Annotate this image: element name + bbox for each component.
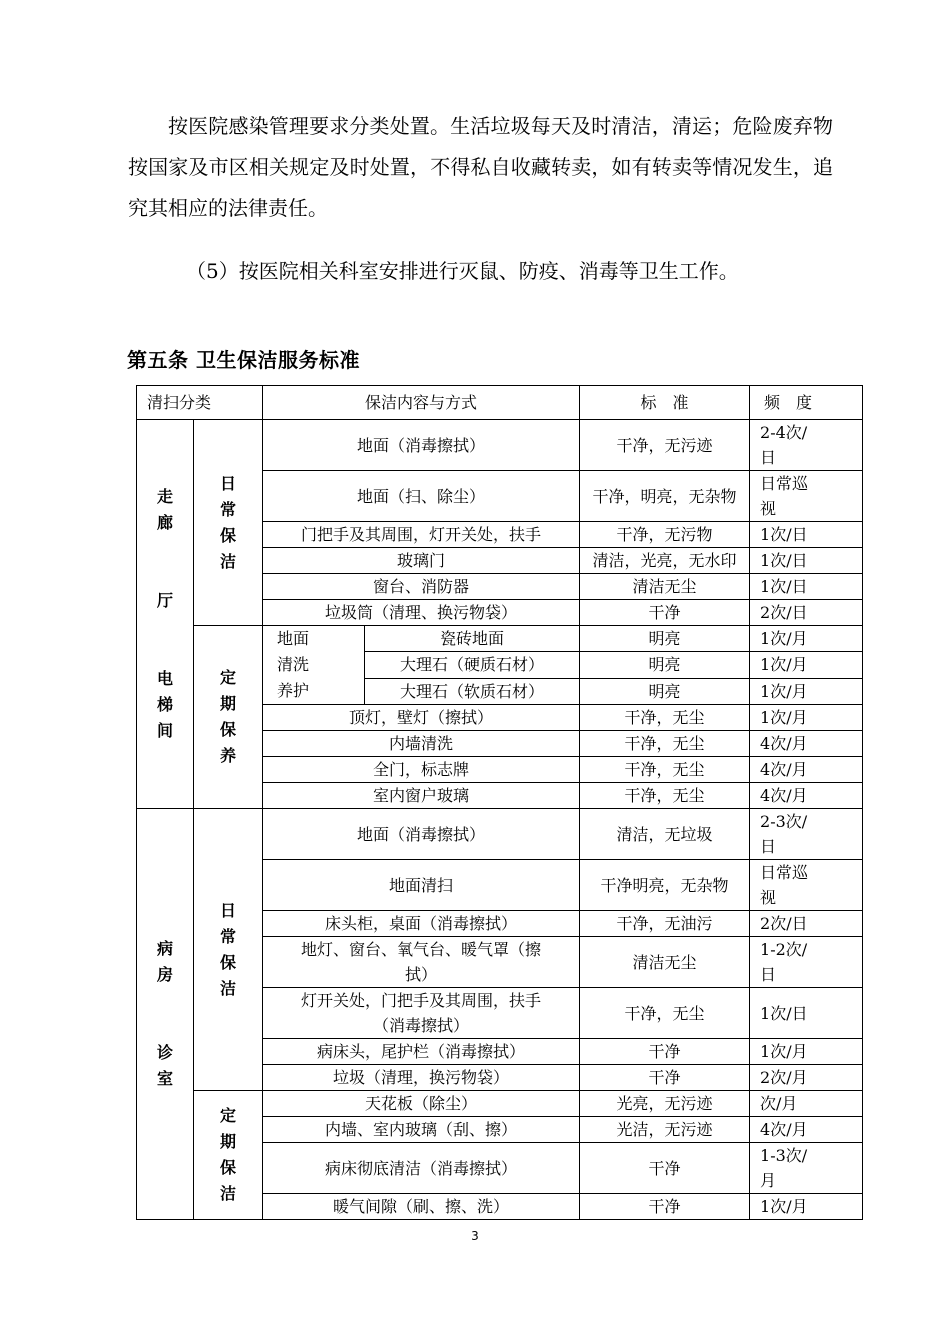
cell-content: 大理石（软质石材） xyxy=(365,678,580,704)
cell-frequency: 1次/月 xyxy=(750,1194,863,1220)
cell-standard: 干净，无尘 xyxy=(580,988,750,1039)
cell-standard: 干净，无尘 xyxy=(580,757,750,783)
cell-content: 内墙清洗 xyxy=(263,731,580,757)
cell-standard: 干净 xyxy=(580,1143,750,1194)
cell-standard: 干净，无尘 xyxy=(580,705,750,731)
cell-content: 垃圾（清理，换污物袋） xyxy=(263,1065,580,1091)
cell-frequency: 2次/日 xyxy=(750,911,863,937)
cell-frequency: 4次/月 xyxy=(750,1117,863,1143)
cell-content: 窗台、消防器 xyxy=(263,574,580,600)
cell-frequency: 1-3次/ 月 xyxy=(750,1143,863,1194)
cell-content: 病床彻底清洁（消毒擦拭） xyxy=(263,1143,580,1194)
section-title: 第五条 卫生保洁服务标准 xyxy=(127,348,360,372)
cell-standard: 光亮，无污迹 xyxy=(580,1091,750,1117)
header-frequency: 频 度 xyxy=(750,386,863,420)
cell-content: 床头柜，桌面（消毒擦拭） xyxy=(263,911,580,937)
cell-standard: 明亮 xyxy=(580,678,750,704)
cell-standard: 干净，明亮，无杂物 xyxy=(580,471,750,522)
cell-content: 地灯、窗台、氧气台、暖气罩（擦 拭） xyxy=(263,937,580,988)
cell-content: 瓷砖地面 xyxy=(365,626,580,652)
table-row xyxy=(137,1091,863,1117)
cell-frequency: 2-4次/ 日 xyxy=(750,420,863,471)
header-content: 保洁内容与方式 xyxy=(263,386,580,420)
cell-standard: 干净，无尘 xyxy=(580,731,750,757)
cell-frequency: 次/月 xyxy=(750,1091,863,1117)
cell-frequency: 2次/月 xyxy=(750,1065,863,1091)
cell-standard: 明亮 xyxy=(580,626,750,652)
table-row xyxy=(137,809,863,860)
cell-content: 地面（消毒擦拭） xyxy=(263,420,580,471)
cell-frequency: 1次/月 xyxy=(750,652,863,678)
cell-content: 门把手及其周围，灯开关处，扶手 xyxy=(263,522,580,548)
cell-standard: 干净，无污物 xyxy=(580,522,750,548)
cell-content: 室内窗户玻璃 xyxy=(263,783,580,809)
cell-content: 灯开关处，门把手及其周围，扶手 （消毒擦拭） xyxy=(263,988,580,1039)
header-standard: 标 准 xyxy=(580,386,750,420)
cell-standard: 光洁，无污迹 xyxy=(580,1117,750,1143)
table-row xyxy=(137,420,863,471)
cell-standard: 干净，无尘 xyxy=(580,783,750,809)
group-floor-care: 地面 清洗 养护 xyxy=(263,626,365,705)
header-category: 清扫分类 xyxy=(137,386,263,420)
cell-frequency: 2次/日 xyxy=(750,600,863,626)
cell-content: 顶灯，壁灯（擦拭） xyxy=(263,705,580,731)
group-regular-maintenance: 定 期 保 养 xyxy=(194,626,263,809)
cell-standard: 清洁，光亮，无水印 xyxy=(580,548,750,574)
cell-content: 地面（扫、除尘） xyxy=(263,471,580,522)
cell-frequency: 1次/日 xyxy=(750,988,863,1039)
cell-standard: 干净明亮，无杂物 xyxy=(580,860,750,911)
cell-frequency: 1次/日 xyxy=(750,574,863,600)
cell-content: 天花板（除尘） xyxy=(263,1091,580,1117)
group-daily-cleaning: 日 常 保 洁 xyxy=(194,420,263,626)
cleaning-standards-table xyxy=(136,385,863,1220)
cell-standard: 清洁，无垃圾 xyxy=(580,809,750,860)
cell-frequency: 1次/月 xyxy=(750,705,863,731)
cell-content: 大理石（硬质石材） xyxy=(365,652,580,678)
cell-standard: 清洁无尘 xyxy=(580,937,750,988)
cell-content: 地面清扫 xyxy=(263,860,580,911)
cell-standard: 干净 xyxy=(580,600,750,626)
cell-content: 地面（消毒擦拭） xyxy=(263,809,580,860)
cell-content: 内墙、室内玻璃（刮、擦） xyxy=(263,1117,580,1143)
cell-standard: 干净，无油污 xyxy=(580,911,750,937)
group-daily-cleaning: 日 常 保 洁 xyxy=(194,809,263,1091)
cell-standard: 干净 xyxy=(580,1039,750,1065)
cell-frequency: 1次/月 xyxy=(750,1039,863,1065)
cell-content: 垃圾筒（清理、换污物袋） xyxy=(263,600,580,626)
paragraph-pest-control: （5）按医院相关科室安排进行灭鼠、防疫、消毒等卫生工作。 xyxy=(186,259,739,283)
area-corridor-hall-elevator: 走 廊 厅 电 梯 间 xyxy=(137,420,194,809)
cell-frequency: 1次/日 xyxy=(750,548,863,574)
cell-content: 暖气间隙（刷、擦、洗） xyxy=(263,1194,580,1220)
cell-standard: 干净，无污迹 xyxy=(580,420,750,471)
cell-standard: 清洁无尘 xyxy=(580,574,750,600)
table-header-row xyxy=(137,386,863,420)
cell-frequency: 1-2次/ 日 xyxy=(750,937,863,988)
cell-content: 玻璃门 xyxy=(263,548,580,574)
cell-standard: 干净 xyxy=(580,1194,750,1220)
cell-frequency: 1次/日 xyxy=(750,522,863,548)
cell-content: 病床头，尾护栏（消毒擦拭） xyxy=(263,1039,580,1065)
cell-frequency: 日常巡 视 xyxy=(750,860,863,911)
area-ward-clinic: 病 房 诊 室 xyxy=(137,809,194,1220)
group-regular-cleaning: 定 期 保 洁 xyxy=(194,1091,263,1220)
cell-frequency: 1次/月 xyxy=(750,678,863,704)
page-number: 3 xyxy=(471,1229,479,1243)
cell-content: 全门，标志牌 xyxy=(263,757,580,783)
cell-standard: 明亮 xyxy=(580,652,750,678)
cell-frequency: 2-3次/ 日 xyxy=(750,809,863,860)
cell-standard: 干净 xyxy=(580,1065,750,1091)
cell-frequency: 4次/月 xyxy=(750,731,863,757)
cell-frequency: 1次/月 xyxy=(750,626,863,652)
table-row xyxy=(137,626,863,652)
cell-frequency: 日常巡 视 xyxy=(750,471,863,522)
cell-frequency: 4次/月 xyxy=(750,757,863,783)
cell-frequency: 4次/月 xyxy=(750,783,863,809)
paragraph-waste-disposal: 按医院感染管理要求分类处置。生活垃圾每天及时清洁，清运；危险废弃物按国家及市区相关规定及时处置，不得私自收藏转卖，如有转卖等情况发生，追究其相应的法律责任。 xyxy=(128,114,833,220)
